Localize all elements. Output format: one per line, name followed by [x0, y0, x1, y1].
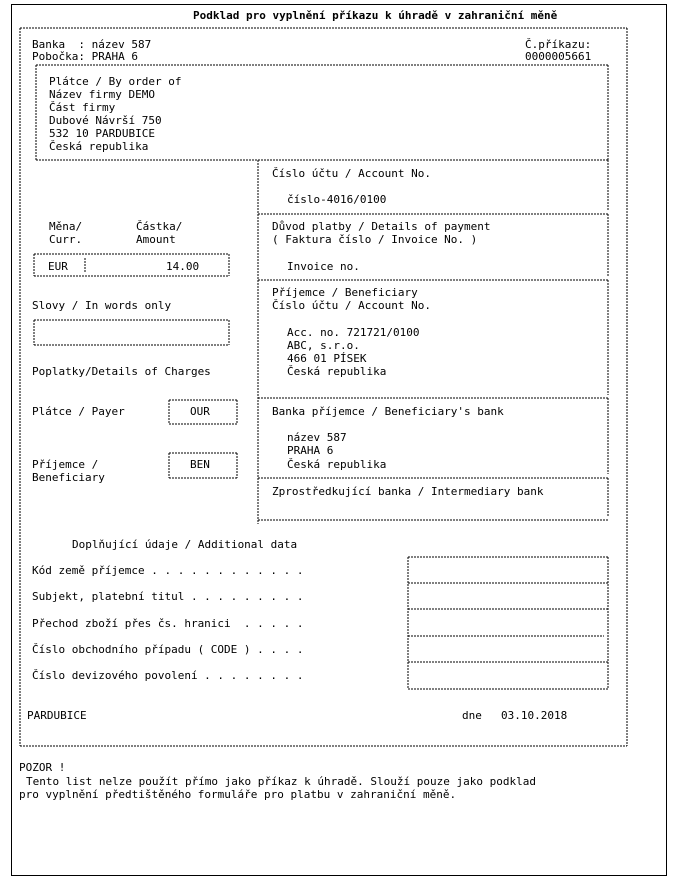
order-number-label: Č.příkazu: [525, 38, 592, 51]
beneficiary-label: Příjemce / Beneficiary [272, 286, 418, 299]
order-number: 0000005661 [525, 50, 592, 63]
payer-line: Dubové Návrší 750 [49, 114, 162, 127]
additional-row: Číslo devizového povolení . . . . . . . . [32, 669, 304, 682]
beneficiary-bank-line: PRAHA 6 [287, 444, 334, 457]
date: 03.10.2018 [501, 709, 568, 722]
charges-beneficiary-label-en: Beneficiary [32, 471, 105, 484]
place: PARDUBICE [27, 709, 87, 722]
additional-row: Číslo obchodního případu ( CODE ) . . . . [32, 643, 304, 656]
currency-label: Měna/ [49, 220, 83, 233]
charges-beneficiary-value: BEN [190, 458, 210, 471]
payer-heading: Plátce / By order of [49, 75, 182, 88]
payer-line: Název firmy DEMO [49, 88, 155, 101]
beneficiary-line: ABC, s.r.o. [287, 339, 360, 352]
beneficiary-line: 466 01 PÍSEK [287, 352, 367, 365]
intermediary-bank-label: Zprostředkující banka / Intermediary bank [272, 485, 544, 498]
charges-payer-label: Plátce / Payer [32, 405, 125, 418]
additional-data-heading: Doplňující údaje / Additional data [72, 538, 298, 551]
payment-details-label: Důvod platby / Details of payment [272, 220, 491, 233]
account-label: Číslo účtu / Account No. [272, 167, 431, 180]
payer-line: Část firmy [49, 101, 116, 114]
beneficiary-bank-line: název 587 [287, 431, 347, 444]
currency-value: EUR [48, 260, 68, 273]
invoice-value: Invoice no. [287, 260, 360, 273]
note-title: POZOR ! [19, 761, 66, 774]
charges-label: Poplatky/Details of Charges [32, 365, 211, 378]
charges-beneficiary-label: Příjemce / [32, 458, 99, 471]
amount-value: 14.00 [166, 260, 200, 273]
amount-label-en: Amount [136, 233, 176, 246]
bank-branch: Pobočka: PRAHA 6 [32, 50, 138, 63]
note-line: pro vyplnění předtištěného formuláře pro platbu v zahraniční měně. [19, 788, 457, 801]
additional-row: Kód země příjemce . . . . . . . . . . . . [32, 564, 304, 577]
in-words-label: Slovy / In words only [32, 299, 172, 312]
invoice-label: ( Faktura číslo / Invoice No. ) [272, 233, 478, 246]
beneficiary-bank-label: Banka příjemce / Beneficiary's bank [272, 405, 504, 418]
bank-name: Banka : název 587 [32, 38, 152, 51]
payer-line: Česká republika [49, 140, 149, 153]
beneficiary-line: Česká republika [287, 365, 387, 378]
currency-label-en: Curr. [49, 233, 83, 246]
form-title: Podklad pro vyplnění příkazu k úhradě v zahraniční měně [193, 9, 558, 22]
beneficiary-bank-line: Česká republika [287, 458, 387, 471]
date-label: dne [462, 709, 482, 722]
charges-payer-value: OUR [190, 405, 210, 418]
additional-row: Subjekt, platební titul . . . . . . . . . [32, 590, 304, 603]
amount-label: Částka/ [136, 220, 183, 233]
beneficiary-line: Acc. no. 721721/0100 [287, 326, 420, 339]
note-line: Tento list nelze použít přímo jako příkaz k úhradě. Slouží pouze jako podklad [26, 775, 536, 788]
beneficiary-account-label: Číslo účtu / Account No. [272, 299, 431, 312]
account-number: číslo-4016/0100 [287, 193, 387, 206]
additional-row: Přechod zboží přes čs. hranici . . . . . [32, 617, 304, 630]
payer-line: 532 10 PARDUBICE [49, 127, 155, 140]
